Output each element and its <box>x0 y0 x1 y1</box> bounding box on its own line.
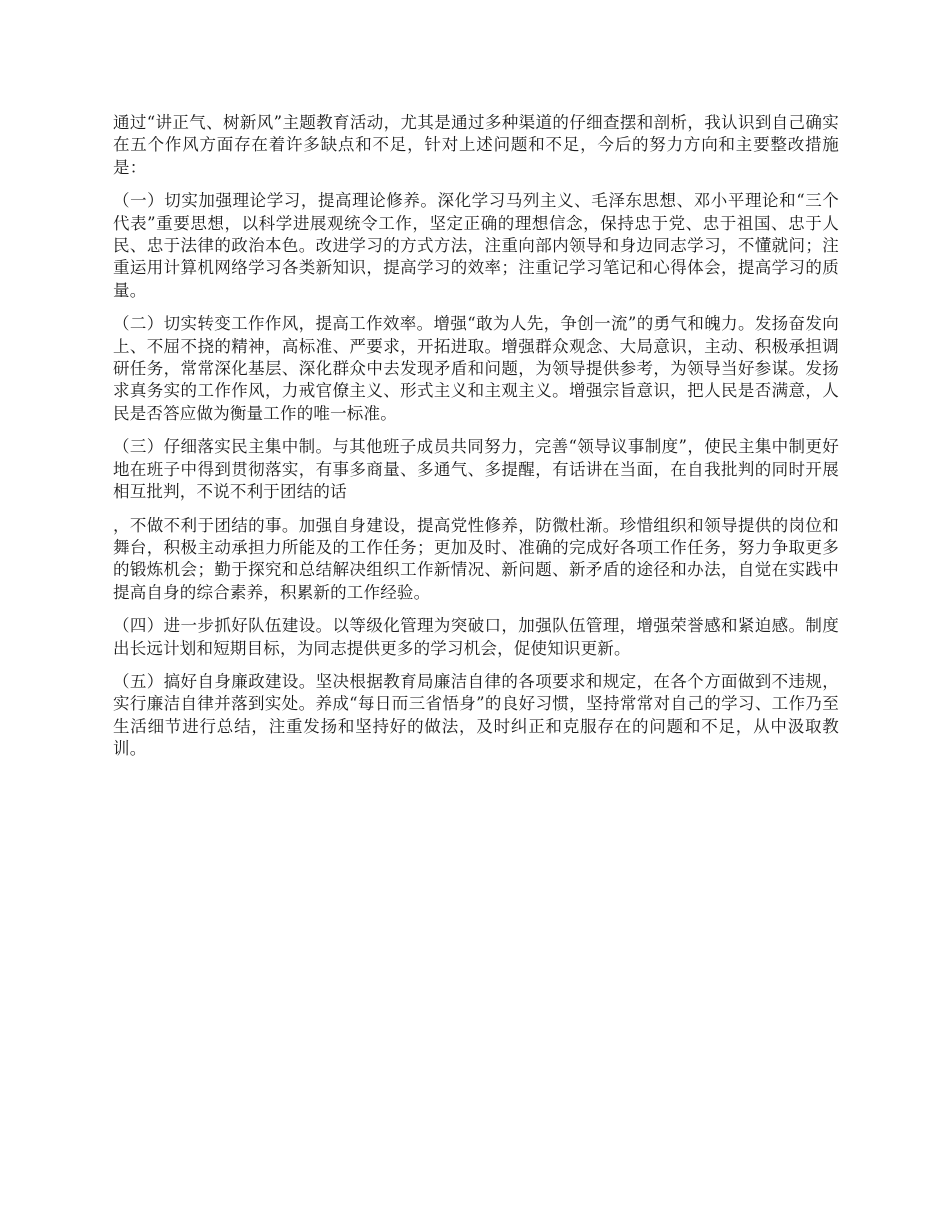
section-3-continuation-paragraph: ，不做不利于团结的事。加强自身建设，提高党性修养，防微杜渐。珍惜组织和领导提供的岗位和舞台，积极主动承担力所能及的工作任务；更加及时、准确的完成好各项工作任务，努力争取更多的锻炼机会；勤于探究和总结解决组织工作新情况、新问题、新矛盾的途径和办法，自觉在实践中提高自身的综合素养，积累新的工作经验。 <box>113 515 839 602</box>
section-5-paragraph: （五）搞好自身廉政建设。坚决根据教育局廉洁自律的各项要求和规定，在各个方面做到不违规，实行廉洁自律并落到实处。养成“每日而三省悟身”的良好习惯，坚持常常对自己的学习、工作乃至生活细节进行总结，注重发扬和坚持好的做法，及时纠正和克服存在的问题和不足，从中汲取教训。 <box>113 671 839 759</box>
section-3-paragraph: （三）仔细落实民主集中制。与其他班子成员共同努力，完善“领导议事制度”，使民主集中制更好地在班子中得到贯彻落实，有事多商量、多通气、多提醒，有话讲在当面，在自我批判的同时开展相互批判，不说不利于团结的话 <box>113 437 839 502</box>
section-1-paragraph: （一）切实加强理论学习，提高理论修养。深化学习马列主义、毛泽东思想、邓小平理论和“三个代表”重要思想，以科学进展观统令工作，坚定正确的理想信念，保持忠于党、忠于祖国、忠于人民、忠于法律的政治本色。改进学习的方式方法，注重向部内领导和身边同志学习，不懂就问；注重运用计算机网络学习各类新知识，提高学习的效率；注重记学习笔记和心得体会，提高学习的质量。 <box>113 191 839 300</box>
intro-paragraph: 通过“讲正气、树新风”主题教育活动，尤其是通过多种渠道的仔细查摆和剖析，我认识到自己确实在五个作风方面存在着许多缺点和不足，针对上述问题和不足，今后的努力方向和主要整改措施是： <box>113 113 839 177</box>
section-4-paragraph: （四）进一步抓好队伍建设。以等级化管理为突破口，加强队伍管理，增强荣誉感和紧迫感。制度出长远计划和短期目标，为同志提供更多的学习机会，促使知识更新。 <box>113 616 839 658</box>
document-page <box>113 112 839 772</box>
section-2-paragraph: （二）切实转变工作作风，提高工作效率。增强“敢为人先，争创一流”的勇气和魄力。发扬奋发向上、不屈不挠的精神，高标准、严要求，开拓进取。增强群众观念、大局意识，主动、积极承担调研任务，常常深化基层、深化群众中去发现矛盾和问题，为领导提供参考，为领导当好参谋。发扬求真务实的工作作风，力戒官僚主义、形式主义和主观主义。增强宗旨意识，把人民是否满意，人民是否答应做为衡量工作的唯一标准。 <box>113 314 839 423</box>
